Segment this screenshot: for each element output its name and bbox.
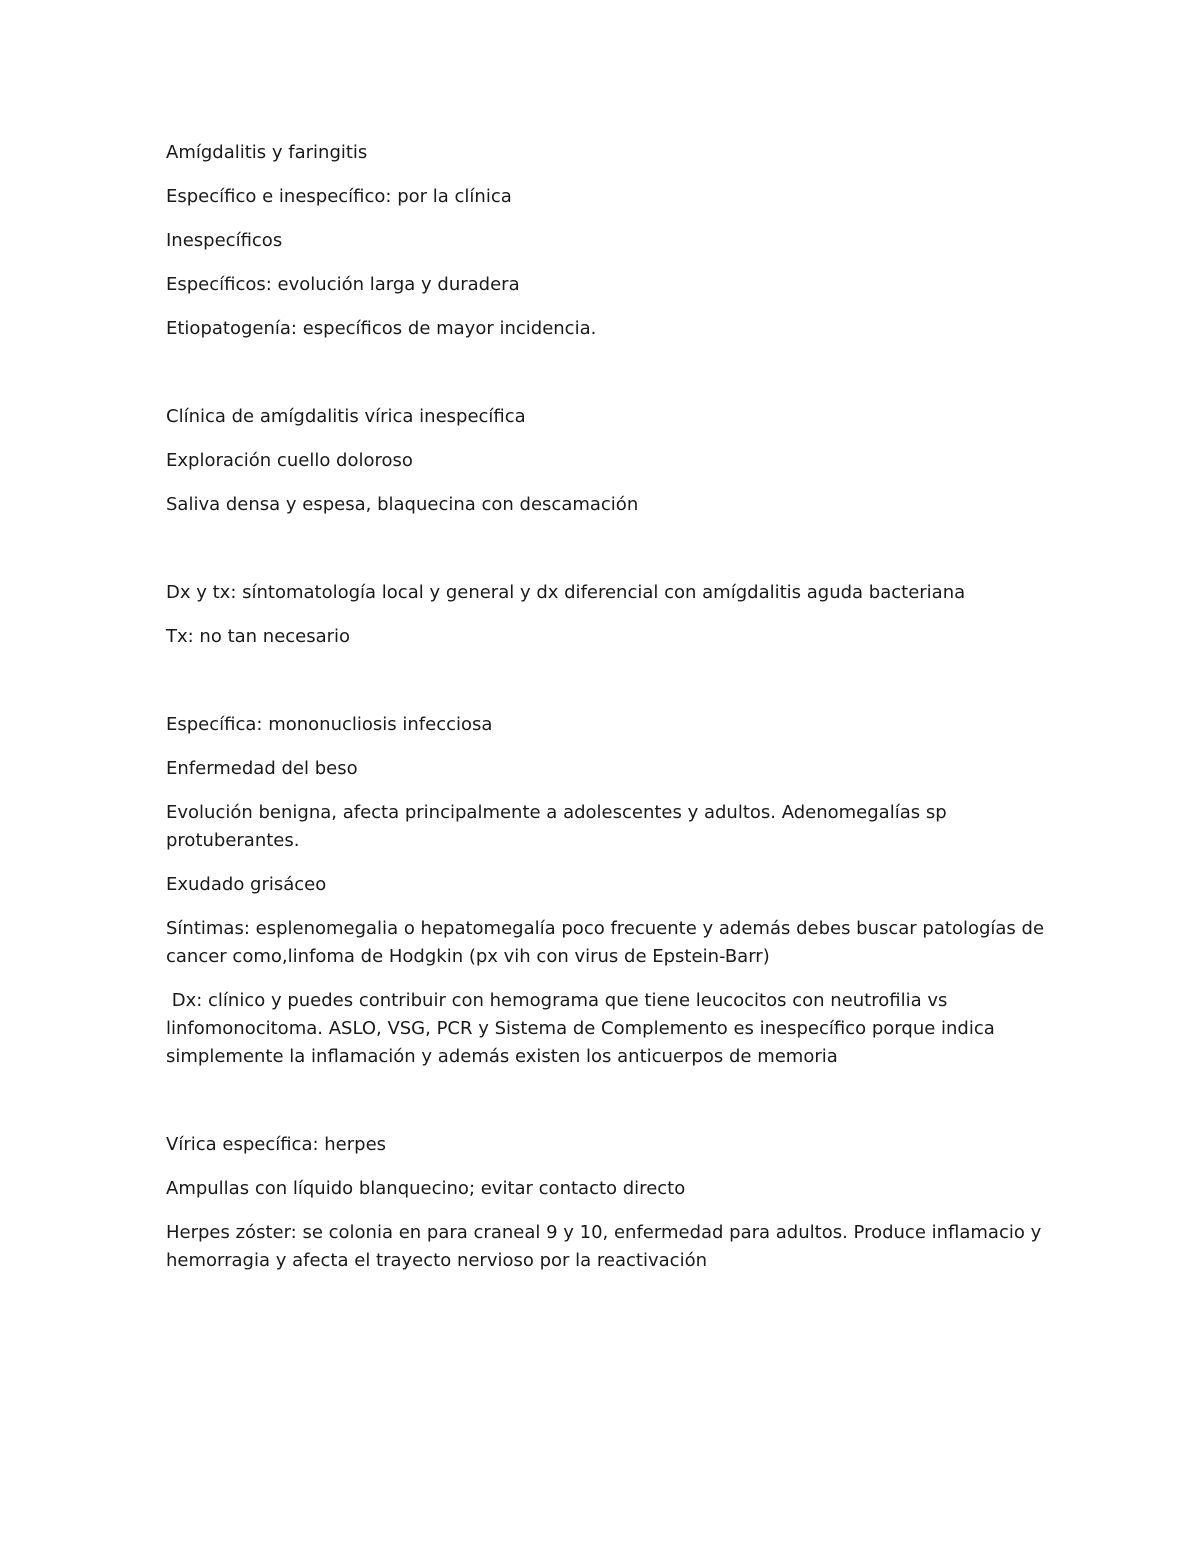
paragraph: Específico e inespecífico: por la clínica	[166, 186, 512, 207]
paragraph: Tx: no tan necesario	[166, 626, 351, 647]
paragraph: Síntimas: esplenomegalia o hepatomegalía poco frecuente y además debes buscar patologías de cancer como,linfoma de Hodgkin (px vih con virus de Epstein-Barr)	[166, 918, 1045, 967]
paragraph: Enfermedad del beso	[166, 758, 358, 779]
paragraph: Exudado grisáceo	[166, 874, 327, 895]
paragraph: Dx: clínico y puedes contribuir con hemograma que tiene leucocitos con neutrofilia vs linfomonocitoma. ASLO, VSG, PCR y Sistema de Complemento es inespecífico porque indica simplemente la inflamación y además existen los anticuerpos de memoria	[166, 990, 1001, 1067]
paragraph: Ampullas con líquido blanquecino; evitar contacto directo	[166, 1178, 686, 1199]
paragraph-title: Amígdalitis y faringitis	[166, 142, 368, 163]
paragraph: Evolución benigna, afecta principalmente a adolescentes y adultos. Adenomegalías sp protuberantes.	[166, 802, 947, 851]
paragraph: Saliva densa y espesa, blaquecina con descamación	[166, 494, 639, 515]
section-spacer	[166, 535, 1046, 579]
paragraph-heading: Clínica de amígdalitis vírica inespecífica	[166, 406, 526, 427]
document-body	[166, 139, 1046, 1291]
section-spacer	[166, 359, 1046, 403]
paragraph-heading: Específica: mononucliosis infecciosa	[166, 714, 493, 735]
section-spacer	[166, 667, 1046, 711]
paragraph: Herpes zóster: se colonia en para craneal 9 y 10, enfermedad para adultos. Produce inflamacio y hemorragia y afecta el trayecto nervioso por la reactivación	[166, 1222, 1042, 1271]
paragraph-heading: Dx y tx: síntomatología local y general y dx diferencial con amígdalitis aguda bacteriana	[166, 582, 966, 603]
section-spacer	[166, 1087, 1046, 1131]
paragraph-heading: Vírica específica: herpes	[166, 1134, 387, 1155]
paragraph: Inespecíficos	[166, 230, 283, 251]
paragraph: Etiopatogenía: específicos de mayor incidencia.	[166, 318, 597, 339]
paragraph: Específicos: evolución larga y duradera	[166, 274, 520, 295]
paragraph: Exploración cuello doloroso	[166, 450, 413, 471]
